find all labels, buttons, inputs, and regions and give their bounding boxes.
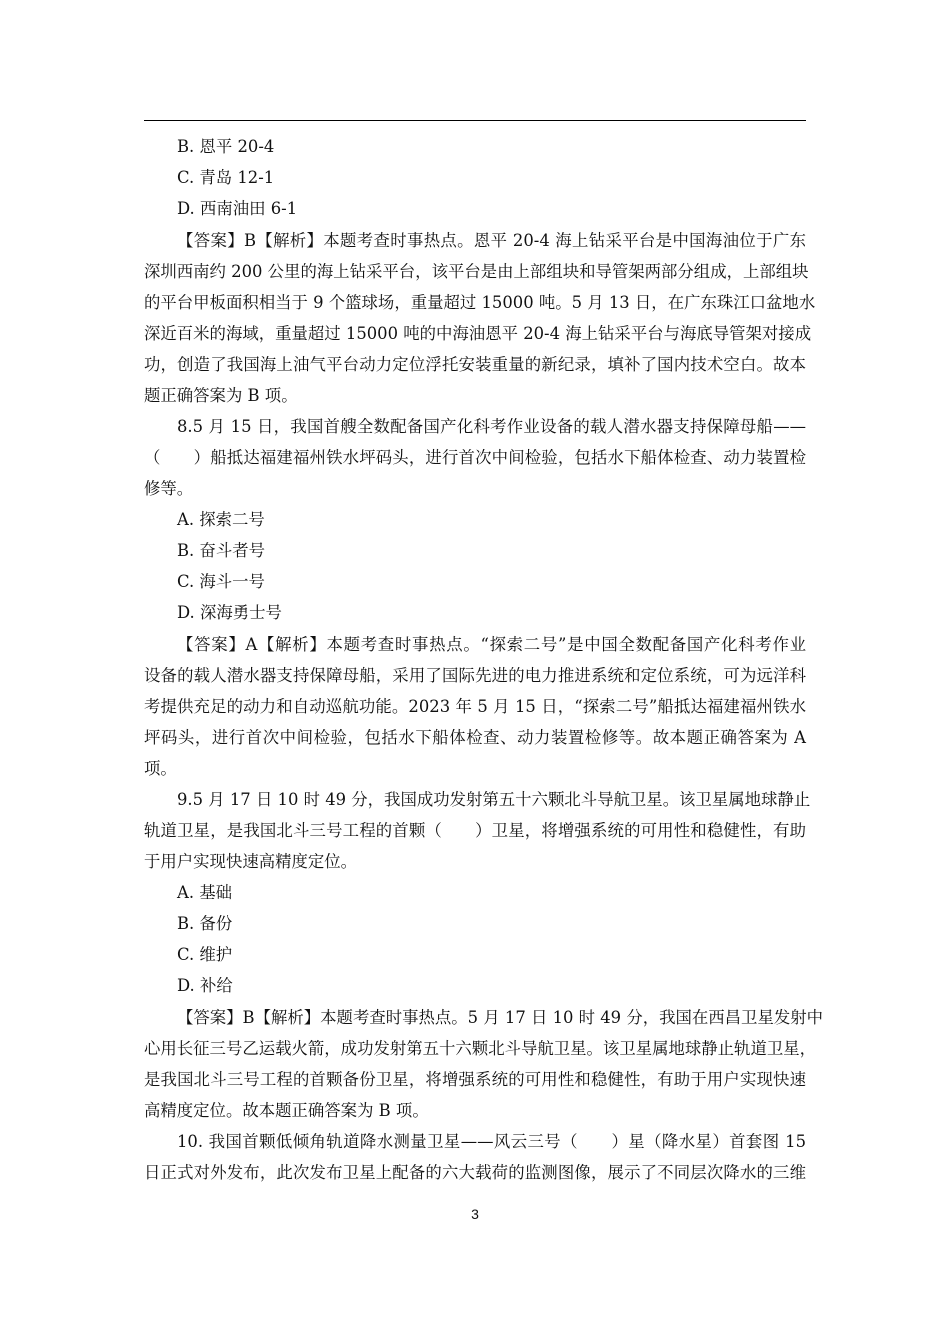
q9-option-d: D. 补给	[177, 976, 233, 995]
q9-option-a: A. 基础	[177, 883, 233, 902]
q9-answer-line: 是我国北斗三号工程的首颗备份卫星，将增强系统的可用性和稳健性，有助于用户实现快速	[144, 1070, 806, 1089]
q8-answer-line: 项。	[144, 759, 177, 778]
q8-answer-line: 坪码头，进行首次中间检验，包括水下船体检查、动力装置检修等。故本题正确答案为 A	[144, 728, 806, 747]
q8-option-a: A. 探索二号	[177, 510, 265, 529]
q8-option-b: B. 奋斗者号	[177, 541, 266, 560]
page-number: 3	[471, 1206, 479, 1222]
q7-answer-line: 题正确答案为 B 项。	[144, 386, 298, 405]
q8-answer-line: 考提供充足的动力和自动巡航功能。2023 年 5 月 15 日，“探索二号”船抵达福建福州铁水	[144, 697, 806, 716]
q9-answer-line: 高精度定位。故本题正确答案为 B 项。	[144, 1101, 429, 1120]
q7-answer-line: 深圳西南约 200 公里的海上钻采平台，该平台是由上部组块和导管架两部分组成，上部组块	[144, 262, 809, 281]
q10-stem-line: 10. 我国首颗低倾角轨道降水测量卫星——风云三号（ ）星（降水星）首套图 15	[177, 1132, 806, 1151]
q9-stem-line: 轨道卫星，是我国北斗三号工程的首颗（ ）卫星，将增强系统的可用性和稳健性，有助	[144, 821, 806, 840]
q8-stem-line: 8.5 月 15 日，我国首艘全数配备国产化科考作业设备的载人潜水器支持保障母船——	[177, 417, 806, 436]
q7-answer-line: 功，创造了我国海上油气平台动力定位浮托安装重量的新纪录，填补了国内技术空白。故本	[144, 355, 806, 374]
q8-stem-line: （ ）船抵达福建福州铁水坪码头，进行首次中间检验，包括水下船体检查、动力装置检	[144, 448, 806, 467]
q9-answer-line: 【答案】B【解析】本题考查时事热点。5 月 17 日 10 时 49 分，我国在西昌卫星发射中	[177, 1008, 824, 1027]
q8-answer-line: 【答案】A【解析】本题考查时事热点。“探索二号”是中国全数配备国产化科考作业	[177, 635, 806, 654]
q9-stem-line: 9.5 月 17 日 10 时 49 分，我国成功发射第五十六颗北斗导航卫星。该卫星属地球静止	[177, 790, 811, 809]
q8-answer-line: 设备的载人潜水器支持保障母船，采用了国际先进的电力推进系统和定位系统，可为远洋科	[144, 666, 806, 685]
q7-option-c: C. 青岛 12-1	[177, 168, 275, 187]
q7-answer-line: 的平台甲板面积相当于 9 个篮球场，重量超过 15000 吨。5 月 13 日，在广东珠江口盆地水	[144, 293, 816, 312]
q10-stem-line: 日正式对外发布，此次发布卫星上配备的六大载荷的监测图像，展示了不同层次降水的三维	[144, 1163, 806, 1182]
q8-stem-line: 修等。	[144, 479, 194, 498]
q8-option-d: D. 深海勇士号	[177, 603, 282, 622]
q7-option-d: D. 西南油田 6-1	[177, 199, 298, 218]
q7-answer-line: 【答案】B【解析】本题考查时事热点。恩平 20-4 海上钻采平台是中国海油位于广东	[177, 231, 806, 250]
q9-option-b: B. 备份	[177, 914, 233, 933]
q9-stem-line: 于用户实现快速高精度定位。	[144, 852, 358, 871]
q8-option-c: C. 海斗一号	[177, 572, 265, 591]
header-rule	[144, 120, 806, 121]
q9-option-c: C. 维护	[177, 945, 233, 964]
q9-answer-line: 心用长征三号乙运载火箭，成功发射第五十六颗北斗导航卫星。该卫星属地球静止轨道卫星，	[144, 1039, 817, 1058]
q7-option-b: B. 恩平 20-4	[177, 137, 275, 156]
q7-answer-line: 深近百米的海域，重量超过 15000 吨的中海油恩平 20-4 海上钻采平台与海底导管架对接成	[144, 324, 812, 343]
